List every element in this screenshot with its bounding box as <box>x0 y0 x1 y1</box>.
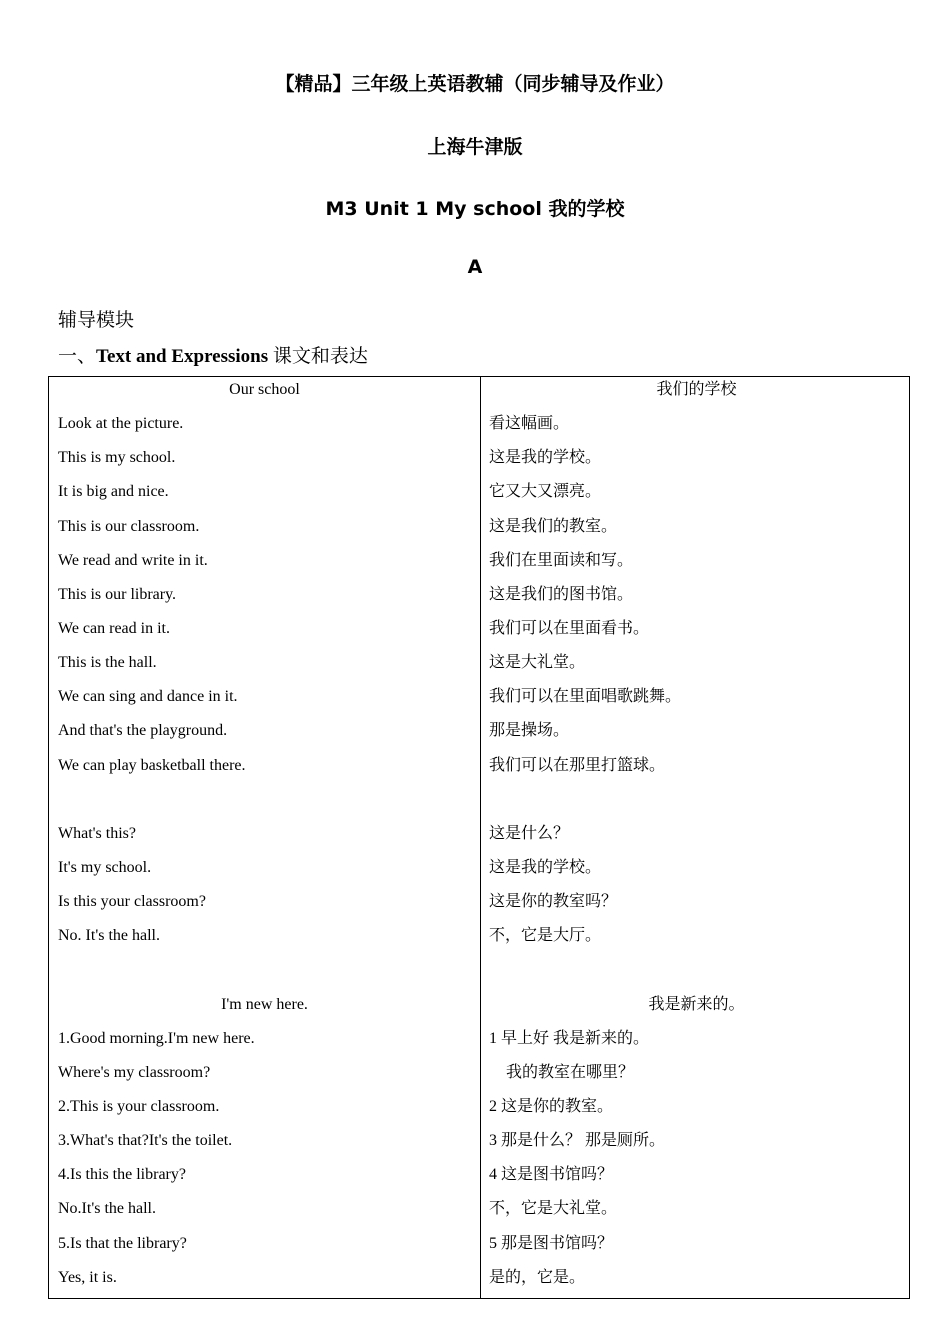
english-line: This is my school. <box>58 449 176 467</box>
english-line: 2.This is your classroom. <box>58 1097 220 1115</box>
english-line: We can read in it. <box>58 619 170 637</box>
english-line: We can play basketball there. <box>58 756 246 774</box>
section-heading <box>58 341 368 368</box>
doc-title: 【精品】三年级上英语教辅（同步辅导及作业） <box>275 73 675 95</box>
chinese-line: 3 那是什么？ 那是厕所。 <box>489 1132 666 1150</box>
english-line: What's this? <box>58 824 136 842</box>
english-line: It's my school. <box>58 858 152 876</box>
chinese-line: 我的教室在哪里？ <box>506 1063 635 1081</box>
chinese-line: 这是我的学校。 <box>489 858 602 876</box>
blank-line <box>481 957 912 991</box>
english-line: Look at the picture. <box>58 415 184 433</box>
chinese-line: 5 那是图书馆吗？ <box>489 1234 614 1252</box>
english-line: 4.Is this the library? <box>58 1166 186 1184</box>
english-line: And that's the playground. <box>58 722 228 740</box>
english-line: No. It's the hall. <box>58 927 160 945</box>
blank-line <box>49 957 480 991</box>
english-line: This is our library. <box>58 585 177 603</box>
unit-title: M3 Unit 1 My school 我的学校 <box>325 198 625 220</box>
doc-edition: 上海牛津版 <box>427 136 523 158</box>
chinese-line: 我们可以在那里打篮球。 <box>489 756 666 774</box>
english-column <box>49 377 480 1299</box>
heading-bold: Text and Expressions <box>96 346 269 367</box>
english-line: 3.What's that?It's the toilet. <box>58 1132 233 1150</box>
chinese-line: 是的，它是。 <box>489 1268 586 1286</box>
heading-prefix: 一、 <box>58 346 97 367</box>
chinese-line: 这是什么？ <box>489 824 570 842</box>
english-line: I'm new here. <box>221 995 308 1013</box>
english-line: This is our classroom. <box>58 517 200 535</box>
chinese-line: 这是我们的图书馆。 <box>489 585 634 603</box>
chinese-line: 4 这是图书馆吗？ <box>489 1166 614 1184</box>
chinese-line: 我们的学校 <box>656 381 737 398</box>
english-line: We read and write in it. <box>58 551 208 569</box>
module-label: 辅导模块 <box>58 310 135 331</box>
section-letter: A <box>467 256 483 278</box>
english-line: 1.Good morning.I'm new here. <box>58 1029 255 1047</box>
english-line: Is this your classroom? <box>58 893 206 911</box>
chinese-line: 我们在里面读和写。 <box>489 551 634 569</box>
chinese-column <box>481 377 912 1299</box>
chinese-line: 这是我的学校。 <box>489 449 602 467</box>
english-line: Our school <box>229 381 300 398</box>
blank-line <box>49 787 480 821</box>
chinese-line: 这是你的教室吗？ <box>489 893 618 911</box>
heading-suffix: 课文和表达 <box>268 346 368 367</box>
english-line: It is big and nice. <box>58 483 169 501</box>
chinese-line: 这是大礼堂。 <box>489 654 586 672</box>
english-line: Yes, it is. <box>58 1268 117 1286</box>
chinese-line: 看这幅画。 <box>489 415 570 433</box>
english-line: 5.Is that the library? <box>58 1234 187 1252</box>
chinese-line: 我是新来的。 <box>648 995 745 1013</box>
chinese-line: 2 这是你的教室。 <box>489 1097 614 1115</box>
chinese-line: 它又大又漂亮。 <box>489 483 602 501</box>
chinese-line: 这是我们的教室。 <box>489 517 618 535</box>
english-line: No.It's the hall. <box>58 1200 156 1218</box>
blank-line <box>481 787 912 821</box>
chinese-line: 我们可以在里面看书。 <box>489 619 650 637</box>
chinese-line: 1 早上好 我是新来的。 <box>489 1029 650 1047</box>
text-table <box>48 376 910 1299</box>
chinese-line: 那是操场。 <box>489 722 570 740</box>
english-line: Where's my classroom? <box>58 1063 211 1081</box>
english-line: We can sing and dance in it. <box>58 688 238 706</box>
chinese-line: 不，它是大礼堂。 <box>489 1200 618 1218</box>
chinese-line: 我们可以在里面唱歌跳舞。 <box>489 688 682 706</box>
chinese-line: 不，它是大厅。 <box>489 927 602 945</box>
english-line: This is the hall. <box>58 654 157 672</box>
